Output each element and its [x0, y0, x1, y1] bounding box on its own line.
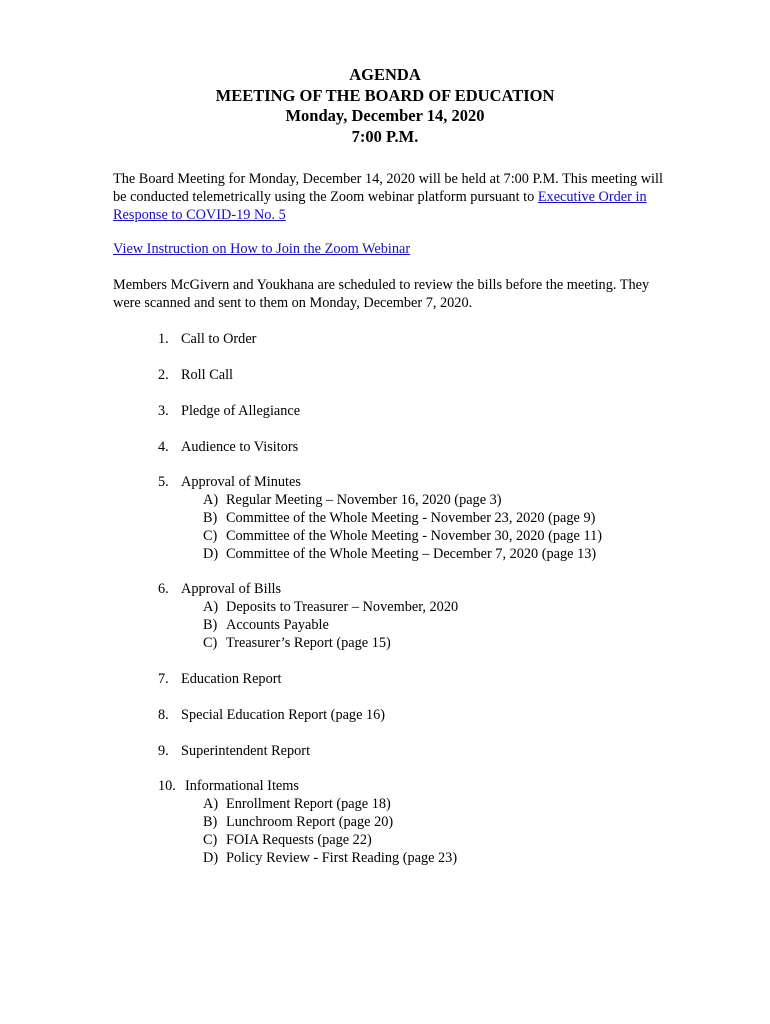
agenda-subitem-letter: C): [203, 528, 218, 544]
agenda-subitem-label: Deposits to Treasurer – November, 2020: [226, 599, 459, 615]
document-header: [0, 65, 770, 147]
agenda-item-label: Approval of Bills: [181, 581, 282, 597]
agenda-item-label: Pledge of Allegiance: [181, 403, 301, 419]
agenda-item-number: 8.: [158, 707, 169, 723]
agenda-subitem-letter: B): [203, 510, 218, 526]
agenda-item-label: Roll Call: [181, 367, 234, 383]
agenda-item-label: Call to Order: [181, 331, 257, 347]
agenda-item: [158, 330, 256, 348]
agenda-subitem: [203, 616, 329, 634]
agenda-subitem-label: FOIA Requests (page 22): [226, 832, 372, 848]
agenda-subitem: [203, 527, 602, 545]
agenda-subitem-label: Policy Review - First Reading (page 23): [226, 850, 458, 866]
agenda-subitem: [203, 849, 457, 867]
agenda-item-label: Approval of Minutes: [181, 474, 301, 490]
zoom-instruction-paragraph: [113, 240, 673, 258]
agenda-item-label: Informational Items: [185, 778, 299, 794]
agenda-subitem-label: Treasurer’s Report (page 15): [226, 635, 391, 651]
agenda-subitem-letter: C): [203, 635, 218, 651]
agenda-subitem: [203, 598, 458, 616]
agenda-item-number: 1.: [158, 331, 169, 347]
agenda-subitem-label: Committee of the Whole Meeting – December 7, 2020 (page 13): [226, 546, 597, 562]
agenda-item: [158, 742, 310, 760]
agenda-subitem-letter: C): [203, 832, 218, 848]
header-title: AGENDA: [349, 65, 421, 84]
agenda-subitem-letter: A): [203, 796, 219, 812]
header-date: Monday, December 14, 2020: [285, 106, 485, 125]
agenda-item: [158, 366, 233, 384]
agenda-item-label: Education Report: [181, 671, 282, 687]
agenda-item-number: 4.: [158, 439, 169, 455]
agenda-item: [158, 670, 281, 688]
agenda-subitem-label: Accounts Payable: [226, 617, 329, 633]
executive-order-link[interactable]: Executive Order in Response to COVID-19 No. 5: [113, 189, 647, 223]
agenda-subitem-letter: A): [203, 599, 219, 615]
agenda-item-label: Special Education Report (page 16): [181, 707, 386, 723]
agenda-subitem-label: Lunchroom Report (page 20): [226, 814, 394, 830]
agenda-item: [158, 777, 299, 795]
header-meeting-name: MEETING OF THE BOARD OF EDUCATION: [215, 85, 555, 105]
bills-note-paragraph: Members McGivern and Youkhana are scheduled to review the bills before the meeting. They were scanned and sent to them on Monday, December 7, 2020.: [113, 277, 650, 311]
agenda-subitem-label: Enrollment Report (page 18): [226, 796, 391, 812]
agenda-item-label: Superintendent Report: [181, 743, 311, 759]
zoom-instruction-link[interactable]: View Instruction on How to Join the Zoom Webinar: [113, 241, 411, 257]
agenda-subitem-label: Committee of the Whole Meeting - November 30, 2020 (page 11): [226, 528, 602, 544]
agenda-item-number: 6.: [158, 581, 169, 597]
agenda-subitem-letter: B): [203, 814, 218, 830]
agenda-item-number: 10.: [158, 778, 176, 794]
agenda-subitem: [203, 509, 595, 527]
agenda-subitem: [203, 831, 372, 849]
agenda-subitem: [203, 545, 596, 563]
agenda-item: [158, 473, 301, 491]
agenda-subitem: [203, 795, 391, 813]
agenda-item-number: 2.: [158, 367, 169, 383]
header-time: 7:00 P.M.: [351, 126, 419, 146]
agenda-subitem: [203, 813, 393, 831]
agenda-subitem: [203, 491, 502, 509]
agenda-subitem-letter: B): [203, 617, 218, 633]
agenda-subitem-label: Committee of the Whole Meeting - November 23, 2020 (page 9): [226, 510, 596, 526]
agenda-subitem-letter: A): [203, 492, 219, 508]
agenda-item-number: 7.: [158, 671, 169, 687]
agenda-item: [158, 580, 281, 598]
agenda-item: [158, 402, 300, 420]
agenda-subitem: [203, 634, 391, 652]
agenda-item-number: 5.: [158, 474, 169, 490]
agenda-subitem-letter: D): [203, 850, 219, 866]
agenda-item-number: 9.: [158, 743, 169, 759]
intro-paragraph: [113, 170, 673, 224]
agenda-item: [158, 706, 385, 724]
agenda-subitem-letter: D): [203, 546, 219, 562]
agenda-item-label: Audience to Visitors: [181, 439, 299, 455]
agenda-item-number: 3.: [158, 403, 169, 419]
intro-text: The Board Meeting for Monday, December 14, 2020 will be held at 7:00 P.M. This meeting will be conducted telemetrically using the Zoom webinar platform pursuant to: [113, 171, 663, 205]
agenda-item: [158, 438, 298, 456]
agenda-subitem-label: Regular Meeting – November 16, 2020 (page 3): [226, 492, 502, 508]
